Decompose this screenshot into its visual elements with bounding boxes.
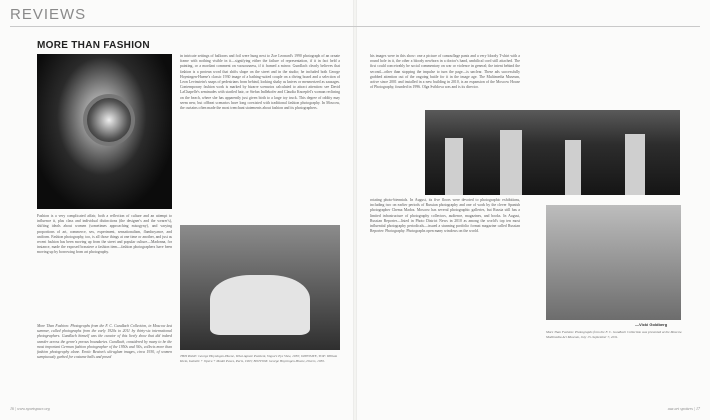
left-col2-text: in intricate settings of balloons and foil were hung next to Zoe Leonard's 1990 photograph of an ornate frame with nothing visible in it—signifying either the failure of representation, if it in fact held a painting, or a mordant comment on vacuousness, if it framed a mirror. Gundlach clearly believes that fashion is a protean word that shifts shape on the street and in the studio; he included both George Hoyningen-Huene's classic 1930 image of a bathing-suited couple on a diving board and a selection of Leon Levinstein's snaps of pedestrians from behind, looking shaky as knives or mesmerized as sausages. Contemporary fashion work is marked by bizarre scenarios calculated to attract attention: see David LaChapelle's seminudes with startled hair, or Stefan Indlekofer and Claudia Knoepfel's woman reclining on the beach, where she has apparently just given birth to a large toy truck. This degree of oddity may seem new, but offbeat scenarios have long coexisted with traditional fashion photography. In Moscow, the curtains often made the most trenchant statements about fashion and its photographers.	[180, 54, 340, 111]
right-folio: aux art spotters | 17	[667, 406, 700, 411]
photo-camera-woman	[37, 54, 172, 209]
camera-lens	[83, 94, 135, 146]
section-rule	[10, 26, 700, 27]
section-label: REVIEWS	[10, 6, 87, 23]
photo-divers	[180, 225, 340, 350]
photo-woman-portrait	[546, 205, 681, 320]
gutter	[353, 0, 357, 420]
right-col1-text: his images were in this show: one a picture of camouflage pants and a very bloody T-shirt with a round hole in it, the other a bloody newborn in a doctor's hand, umbilical cord still attached. The first could conceivably be social commentary on war or violence in general; the intent behind the second—other than stopping the impulse to turn the page—is unclear. These ads successfully grabbed attention out of the ongoing battle for it in the image age. The Multimedia Museum, active since 2001 and installed in a new building in 2010, is an expansion of the Moscow House of Photography, founded in 1996. Olga Sviblova was and is its director.	[370, 54, 520, 90]
swimmer-figure	[210, 275, 310, 335]
photo-street-people	[425, 110, 680, 195]
right-caption: More Than Fashion: Photographs from the F. C. Gundlach Collection was presented at the Moscow Multimedia Art Museum, July 15–September 7, 2011.	[546, 330, 682, 339]
byline: —Vicki Goldberg	[635, 322, 668, 327]
left-col1-text: Fashion is a very complicated affair, both a reflection of culture and an attempt to influence it, plus class and individual distinctions (the designer's and the wearer's), shifting ideals about women (sometimes approaching misogyny), and varying proportions of art, commerce, sex, experiment, sensationalism, flamboyance, and uniform. Fashion photography, too, is all those things at one time or another, and just as recent fashion has been moving up from the street and popular culture—Madonna, for instance, made the exposed brassiere a fashion item—fashion photographers have been moving up by borrowing from art photography.	[37, 214, 172, 255]
right-col1-continuation: rotating photo-biennials. In August, its five floors were devoted to photographic exhibitions, including two on earlier periods of Russian photography and one of work by the clever Spanish photographer Chema Madoz. Moscow has several photographic galleries, but Russia still has a limited infrastructure of photography collectors, audience, magazines, and books. In August, Russian Reporter—listed in Photo District News in 2010 as among the world's top ten most influential photography periodicals—issued a stunning portfolio format magazine called Russian Reporter: Photography. Photographs open many windows on the world.	[370, 198, 520, 234]
headline: MORE THAN FASHION	[37, 40, 150, 51]
left-folio: 16 | www.nyartspace.org	[10, 406, 50, 411]
left-photo-caption: THIS PAGE: George Hoyningen-Huene, What Agnete Pontient, Vogue's Eye View, 1930; OPPOSITE, TOP: William Klein, Isabelle + Opera + Model Paves, Paris, 1963; BOTTOM: George Hoyningen-Huene, Divers, 1930.	[180, 354, 338, 363]
right-page	[355, 0, 710, 420]
left-col1-caption: More Than Fashion: Photographs from the F. C. Gundlach Collection, in Moscow last summer, culled photographs from the early 1920s to 2011 by thirty-six international photographers. Gundlach himself was the curator of this lively show that did indeed wander across the genre's porous boundaries. Gundlach, considered by many to be the most important German fashion photographer of the 1950s and '60s, collects more than fashion photography alone. Erotic Beaton's ultraglam images, circa 1930, of women sumptuously garbed for costume balls and posed	[37, 324, 172, 360]
